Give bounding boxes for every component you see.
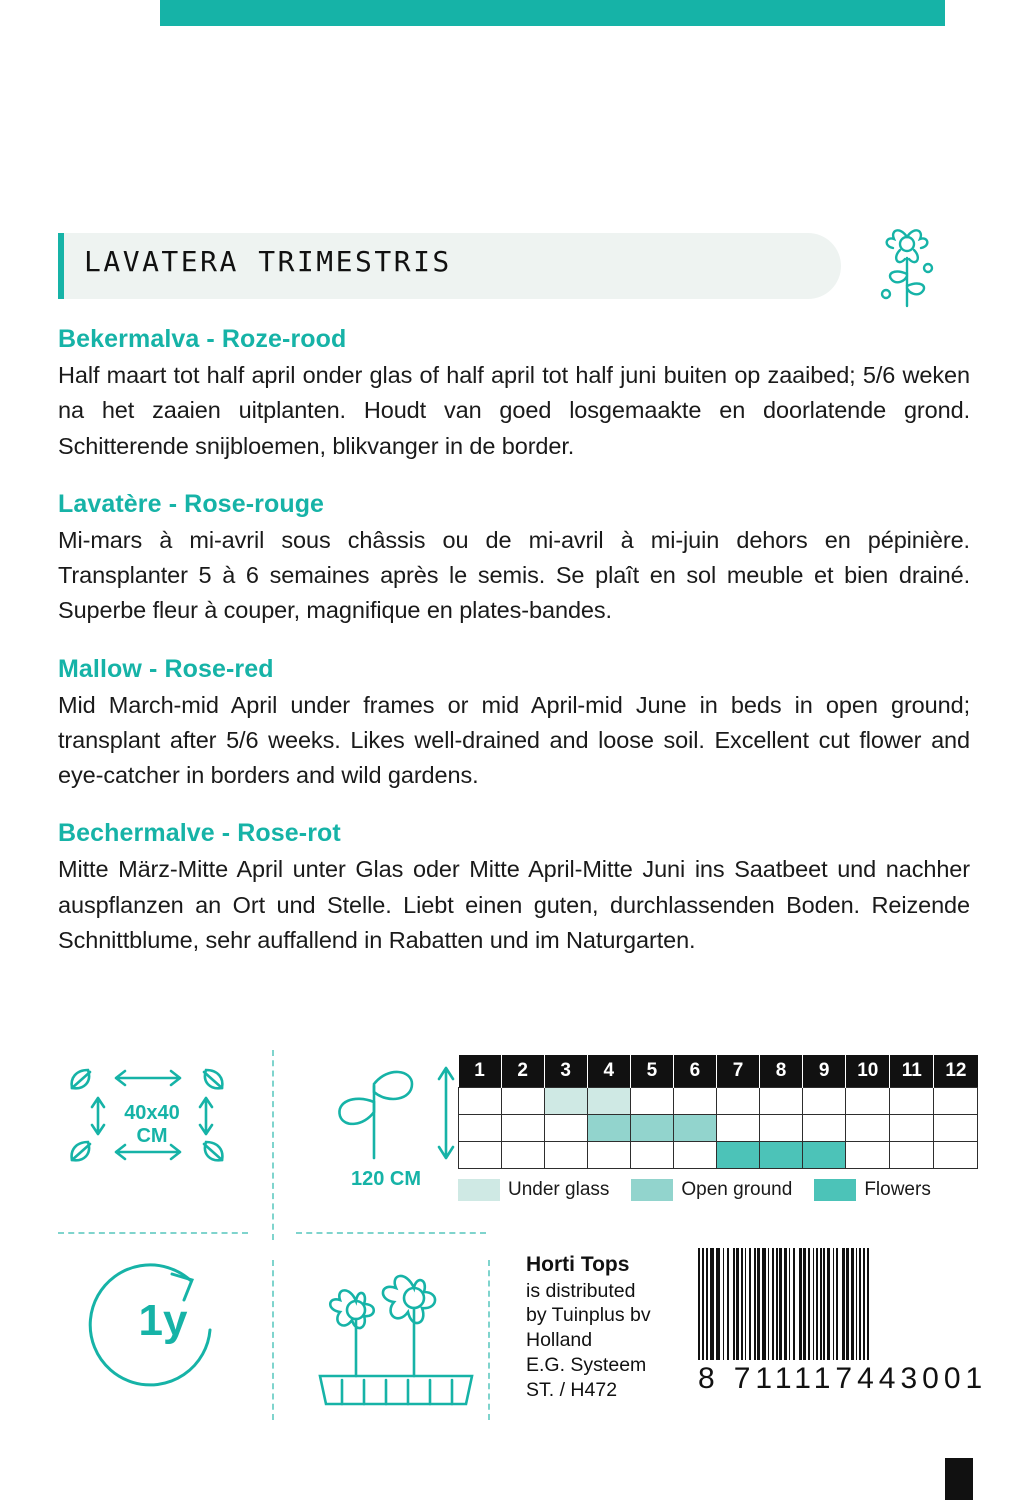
divider-horizontal-right <box>296 1232 486 1234</box>
barcode <box>698 1248 1028 1396</box>
calendar-table <box>458 1055 978 1169</box>
month-header: 7 <box>716 1055 759 1088</box>
calendar-cell <box>459 1142 502 1169</box>
description-block-de <box>58 819 970 958</box>
calendar-body <box>459 1088 978 1169</box>
legend-swatch-open-ground <box>631 1179 673 1201</box>
sowing-calendar <box>458 1055 978 1201</box>
calendar-cell <box>846 1142 890 1169</box>
calendar-cell <box>934 1115 978 1142</box>
calendar-cell <box>673 1088 716 1115</box>
calendar-cell <box>890 1088 934 1115</box>
calendar-legend <box>458 1179 978 1201</box>
calendar-cell <box>716 1142 759 1169</box>
calendar-cell <box>501 1088 544 1115</box>
company-info <box>526 1252 651 1402</box>
company-line-5: E.G. Systeem <box>526 1353 647 1376</box>
description-block-fr <box>58 490 970 629</box>
legend-item-flowers <box>814 1179 931 1201</box>
lifecycle-info <box>68 1248 258 1413</box>
calendar-cell <box>587 1088 630 1115</box>
barcode-bars <box>698 1248 1016 1360</box>
calendar-cell <box>459 1088 502 1115</box>
month-header: 6 <box>673 1055 716 1088</box>
month-header: 9 <box>803 1055 846 1088</box>
calendar-cell <box>501 1142 544 1169</box>
heading-de: Bechermalve - Rose-rot <box>58 819 341 848</box>
legend-item-open-ground <box>631 1179 792 1201</box>
legend-label-under-glass: Under glass <box>508 1179 610 1200</box>
calendar-cell <box>630 1088 673 1115</box>
month-header: 11 <box>890 1055 934 1088</box>
spacing-info <box>58 1030 246 1205</box>
company-line-2: is distributed <box>526 1279 636 1302</box>
barcode-lead-digit: 8 <box>698 1362 720 1395</box>
flower-icon <box>862 218 952 313</box>
company-name: Horti Tops <box>526 1253 630 1276</box>
barcode-number: 711117443001 <box>733 1362 988 1395</box>
calendar-cell <box>934 1142 978 1169</box>
calendar-cell <box>587 1142 630 1169</box>
height-label: 120 CM <box>350 1168 422 1190</box>
calendar-cell <box>760 1142 803 1169</box>
calendar-cell <box>803 1142 846 1169</box>
plant-height-icon <box>339 1068 453 1158</box>
text-de: Mitte März-Mitte April unter Glas oder Mitte April-Mitte Juni ins Saatbeet und nachher auspflanzen an Ort und Stelle. Liebt einen guten, durchlassenden Boden. Reizende Schnittblume, sehr auffallend in Rabatten und im Naturgarten. <box>58 856 970 953</box>
title-band-accent <box>58 233 64 299</box>
month-header: 1 <box>459 1055 502 1088</box>
company-line-4: Holland <box>526 1329 593 1352</box>
calendar-row-open_ground <box>459 1115 978 1142</box>
calendar-cell <box>673 1115 716 1142</box>
calendar-row-under_glass <box>459 1088 978 1115</box>
heading-fr: Lavatère - Rose-rouge <box>58 489 325 518</box>
legend-item-under-glass <box>458 1179 609 1201</box>
legend-swatch-under-glass <box>458 1179 500 1201</box>
divider-horizontal-left <box>58 1232 248 1234</box>
calendar-cell <box>630 1142 673 1169</box>
month-header: 12 <box>934 1055 978 1088</box>
bottom-print-mark <box>945 1458 973 1500</box>
calendar-cell <box>716 1115 759 1142</box>
calendar-cell <box>890 1142 934 1169</box>
month-header: 5 <box>630 1055 673 1088</box>
calendar-cell <box>673 1142 716 1169</box>
calendar-cell <box>501 1115 544 1142</box>
heading-en: Mallow - Rose-red <box>58 654 274 683</box>
barcode-digits <box>698 1362 1028 1396</box>
description-blocks <box>58 325 970 984</box>
heading-nl: Bekermalva - Roze-rood <box>58 325 347 353</box>
top-accent-bar <box>160 0 945 26</box>
info-panel <box>58 1030 988 1430</box>
title-band <box>58 233 841 299</box>
calendar-cell <box>803 1115 846 1142</box>
calendar-cell <box>544 1142 587 1169</box>
description-block-nl <box>58 325 970 464</box>
description-block-en <box>58 655 970 794</box>
spacing-label-line2: CM <box>136 1125 168 1147</box>
flowers-in-pot-icon <box>320 1276 472 1404</box>
height-info <box>296 1030 476 1205</box>
calendar-cell <box>760 1088 803 1115</box>
calendar-cell <box>630 1115 673 1142</box>
calendar-cell <box>890 1115 934 1142</box>
calendar-cell <box>934 1088 978 1115</box>
divider-vertical-bottom-right <box>488 1260 490 1420</box>
calendar-cell <box>803 1088 846 1115</box>
page-title: LAVATERA TRIMESTRIS <box>84 245 452 278</box>
calendar-cell <box>544 1088 587 1115</box>
text-fr: Mi-mars à mi-avril sous châssis ou de mi-avril à mi-juin dehors en pépinière. Transplanter 5 à 6 semaines après le semis. Se plaît en sol meuble et bien drainé. Superbe fleur à couper, magnifique en plates-bandes. <box>58 526 970 624</box>
calendar-cell <box>587 1115 630 1142</box>
calendar-header-row <box>459 1055 978 1088</box>
calendar-cell <box>846 1088 890 1115</box>
spacing-label-line1: 40x40 <box>124 1102 180 1124</box>
divider-vertical-bottom-left <box>272 1260 274 1420</box>
calendar-cell <box>459 1115 502 1142</box>
month-header: 10 <box>846 1055 890 1088</box>
text-en: Mid March-mid April under frames or mid April-mid June in beds in open ground; transplant after 5/6 weeks. Likes well-drained and loose soil. Excellent cut flower and eye-catcher in borders and wild gardens. <box>58 691 970 788</box>
text-nl: Half maart tot half april onder glas of half april tot half juni buiten op zaaibed; 5/6 weken na het zaaien uitplanten. Houdt van goed losgemaakte en doorlatende grond. Schitterende snijbloemen, blikvanger in de border. <box>58 362 970 459</box>
legend-label-open-ground: Open ground <box>681 1179 793 1200</box>
month-header: 3 <box>544 1055 587 1088</box>
legend-label-flowers: Flowers <box>864 1179 931 1200</box>
month-header: 2 <box>501 1055 544 1088</box>
plant-icon-info <box>306 1248 486 1413</box>
calendar-cell <box>846 1115 890 1142</box>
company-line-6: ST. / H472 <box>526 1378 618 1401</box>
legend-swatch-flowers <box>814 1179 856 1201</box>
company-line-3: by Tuinplus bv <box>526 1304 651 1327</box>
month-header: 4 <box>587 1055 630 1088</box>
divider-vertical-top <box>272 1050 274 1240</box>
calendar-cell <box>760 1115 803 1142</box>
month-header: 8 <box>760 1055 803 1088</box>
calendar-cell <box>716 1088 759 1115</box>
lifecycle-label: 1y <box>138 1296 188 1345</box>
calendar-cell <box>544 1115 587 1142</box>
calendar-row-flowers <box>459 1142 978 1169</box>
